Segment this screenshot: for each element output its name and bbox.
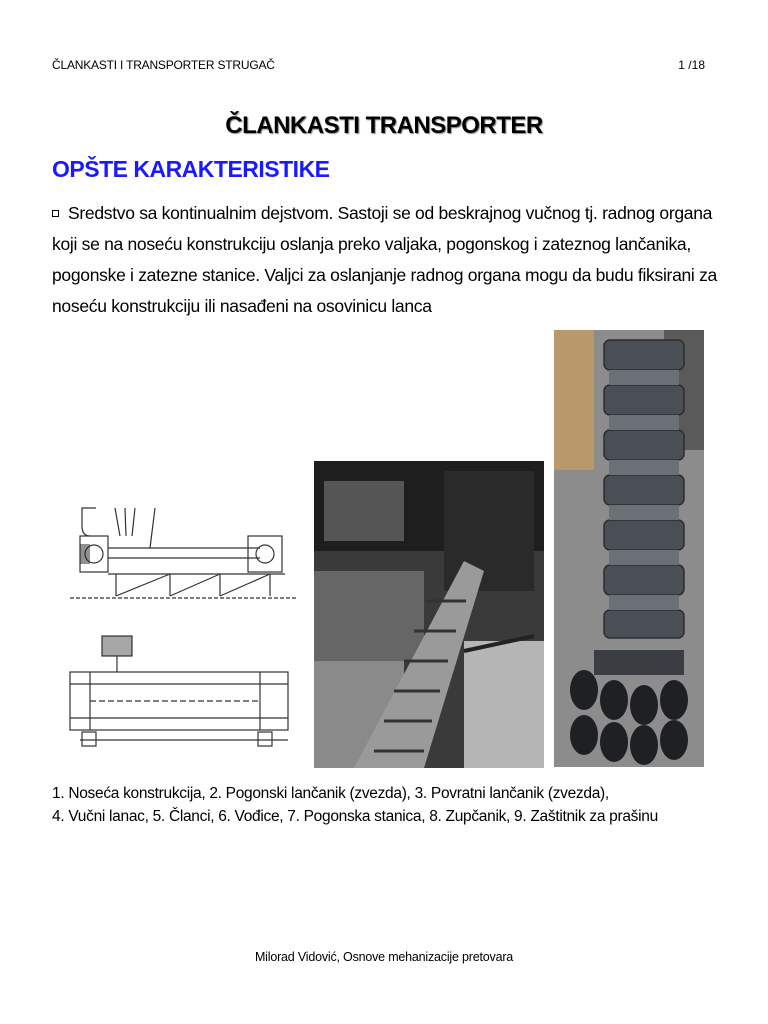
page-title: ČLANKASTI TRANSPORTER — [225, 112, 543, 139]
figure-caption — [52, 782, 732, 828]
bullet-paragraph: Sredstvo sa kontinualnim dejstvom. Sastoji se od beskrajnog vučnog tj. radnog organa koji se na noseću konstrukciju oslanja preko valjaka, pogonskog i zateznog lančanika, pogonske i zatezne stanice. Valjci za oslanjanje radnog organa mogu da budu fiksirani za noseću konstrukciju ili nasađeni na osovinicu lanca — [52, 203, 717, 316]
section-subtitle: OPŠTE KARAKTERISTIKE — [52, 156, 330, 182]
page-number: 1 /18 — [678, 58, 705, 72]
page-footer: Milorad Vidović, Osnove mehanizacije pretovara — [254, 950, 514, 964]
caption-line-2: 4. Vučni lanac, 5. Članci, 6. Vođice, 7. Pogonska stanica, 8. Zupčanik, 9. Zaštitnik za prašinu — [52, 808, 658, 825]
caption-line-1: 1. Noseća konstrukcija, 2. Pogonski lančanik (zvezda), 3. Povratni lančanik (zvezda), — [52, 785, 609, 802]
chain-links-photo — [554, 330, 704, 767]
conveyor-technical-drawing — [60, 496, 304, 758]
header-left: ČLANKASTI I TRANSPORTER STRUGAČ — [52, 58, 275, 72]
conveyor-site-photo — [314, 461, 544, 768]
